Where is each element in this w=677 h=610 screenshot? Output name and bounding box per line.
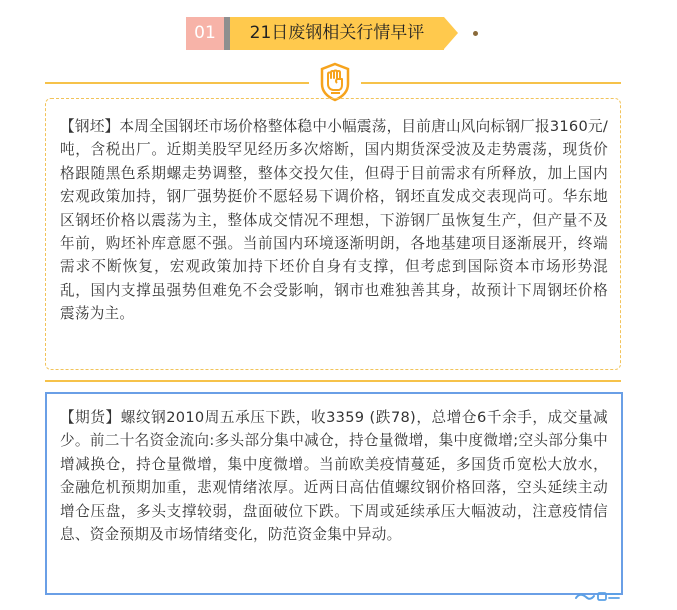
billet-section [45, 98, 621, 370]
title-arrow-icon [444, 17, 458, 49]
section-divider [45, 380, 621, 382]
billet-text: 【钢坯】本周全国钢坯市场价格整体稳中小幅震荡，目前唐山风向标钢厂报3160元/吨，含税出厂。近期美股罕见经历多次熔断，国内期货深受波及走势震荡，现货价格跟随黑色系期螺走势调整，整体交投欠佳，但碍于目前需求有所释放，加上国内宏观政策加持，钢厂强势挺价不愿轻易下调价格，钢坯直发成交表现尚可。华东地区钢坯价格以震荡为主，整体成交情况不理想，下游钢厂虽恢复生产，但产量不及年前，购坯补库意愿不强。当前国内环境逐渐明朗，各地基建项目逐渐展开，终端需求不断恢复，宏观政策加持下坯价自身有支撑，但考虑到国际资本市场形势混乱，国内支撑虽强势但难免不会受影响，钢市也难独善其身，故预计下周钢坯价格震荡为主。 [60, 118, 608, 323]
watermark-logo-icon [574, 588, 622, 604]
section-title: 21日废钢相关行情早评 [230, 17, 444, 50]
section-number: 01 [186, 17, 224, 50]
futures-text: 【期货】螺纹钢2010周五承压下跌，收3359 (跌78)，总增仓6千余手，成交量减少。前二十名资金流向:多头部分集中减仓，持仓量微增，集中度微增;空头部分集中增减换仓，持仓量微增，集中度微增。当前欧美疫情蔓延，多国货币宽松大放水，金融危机预期加重，悲观情绪浓厚。近两日高估值螺纹钢价格回落，空头延续主动增仓压盘，多头支撑较弱，盘面破位下跌。下周或延续承压大幅波动，注意疫情信息、资金预期及市场情绪变化，防范资金集中异动。 [60, 409, 608, 544]
fist-badge-icon [315, 62, 355, 102]
divider-right [361, 82, 621, 84]
header-dot-icon [473, 31, 478, 36]
futures-section [45, 392, 623, 595]
divider-left [45, 82, 309, 84]
